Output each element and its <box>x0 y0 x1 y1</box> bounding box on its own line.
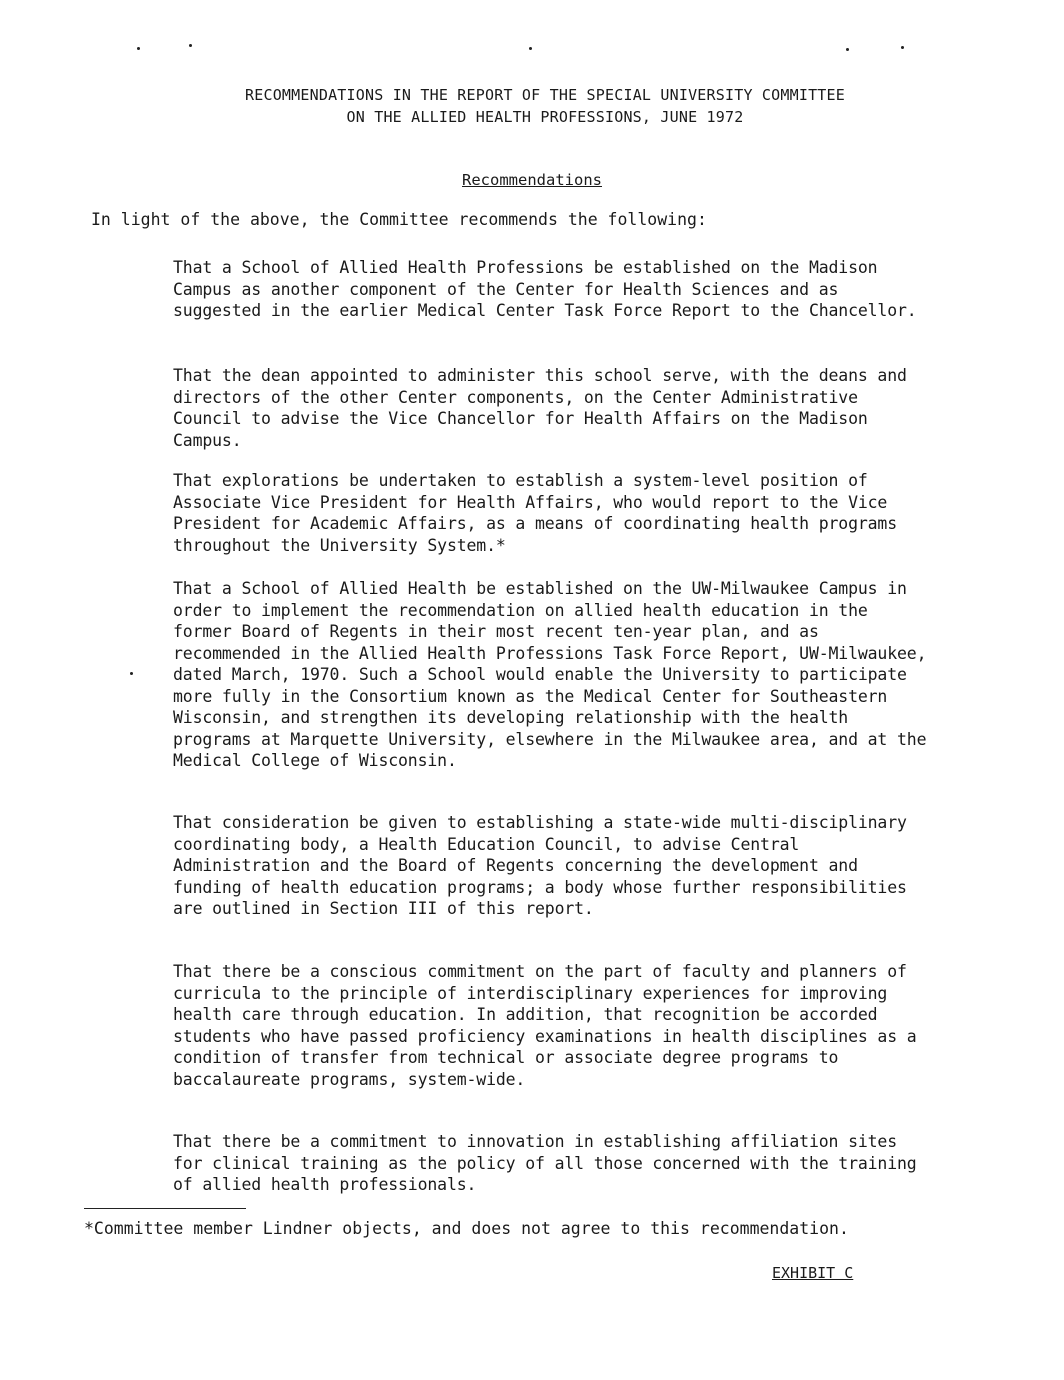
document-title-line-2: ON THE ALLIED HEALTH PROFESSIONS, JUNE 1972 <box>346 108 744 126</box>
recommendation-paragraph: That the dean appointed to administer this school serve, with the deans and directors of the other Center components, on the Center Administrative Council to advise the Vice Chancellor for Health Affairs on the Madison Campus. <box>173 366 907 450</box>
recommendation-paragraph: That explorations be undertaken to establish a system-level position of Associate Vice President for Health Affairs, who would report to the Vice President for Academic Affairs, as a means of coordinating health programs throughout the University System.* <box>173 471 898 555</box>
intro-paragraph: In light of the above, the Committee recommends the following: <box>91 210 707 229</box>
scan-speck <box>529 47 532 50</box>
footnote: *Committee member Lindner objects, and does not agree to this recommendation. <box>84 1219 849 1238</box>
footnote-divider <box>84 1208 246 1209</box>
recommendation-paragraph: That a School of Allied Health be established on the UW-Milwaukee Campus in order to implement the recommendation on allied health education in the former Board of Regents in their most recent ten-year plan, and as recommended in the Allied Health Professions Task Force Report, UW-Milwaukee, dated March, 1970. Such a School would enable the University to participate more fully in the Consortium known as the Medical Center for Southeastern Wisconsin, and strengthen its developing relationship with the health programs at Marquette University, elsewhere in the Milwaukee area, and at the Medical College of Wisconsin. <box>173 579 927 770</box>
recommendation-paragraph: That a School of Allied Health Professions be established on the Madison Campus as another component of the Center for Health Sciences and as suggested in the earlier Medical Center Task Force Report to the Chancellor. <box>173 258 917 320</box>
recommendation-paragraph: That there be a conscious commitment on the part of faculty and planners of curricula to the principle of interdisciplinary experiences for improving health care through education. In addition, that recognition be accorded students who have passed proficiency examinations in health disciplines as a condition of transfer from technical or associate degree programs to baccalaureate programs, system-wide. <box>173 962 917 1089</box>
recommendation-paragraph: That consideration be given to establishing a state-wide multi-disciplinary coordinating body, a Health Education Council, to advise Central Administration and the Board of Regents concerning the development and funding of health education programs; a body whose further responsibilities are outlined in Section III of this report. <box>173 813 907 918</box>
section-heading: Recommendations <box>462 171 602 189</box>
scan-speck <box>137 47 140 50</box>
document-title-line-1: RECOMMENDATIONS IN THE REPORT OF THE SPECIAL UNIVERSITY COMMITTEE <box>245 86 845 104</box>
exhibit-label: EXHIBIT C <box>772 1264 854 1282</box>
scan-speck <box>846 48 849 51</box>
scan-speck <box>130 672 133 675</box>
recommendation-paragraph: That there be a commitment to innovation in establishing affiliation sites for clinical training as the policy of all those concerned with the training of allied health professionals. <box>173 1132 917 1194</box>
scan-speck <box>189 44 192 47</box>
scan-speck <box>901 46 904 49</box>
